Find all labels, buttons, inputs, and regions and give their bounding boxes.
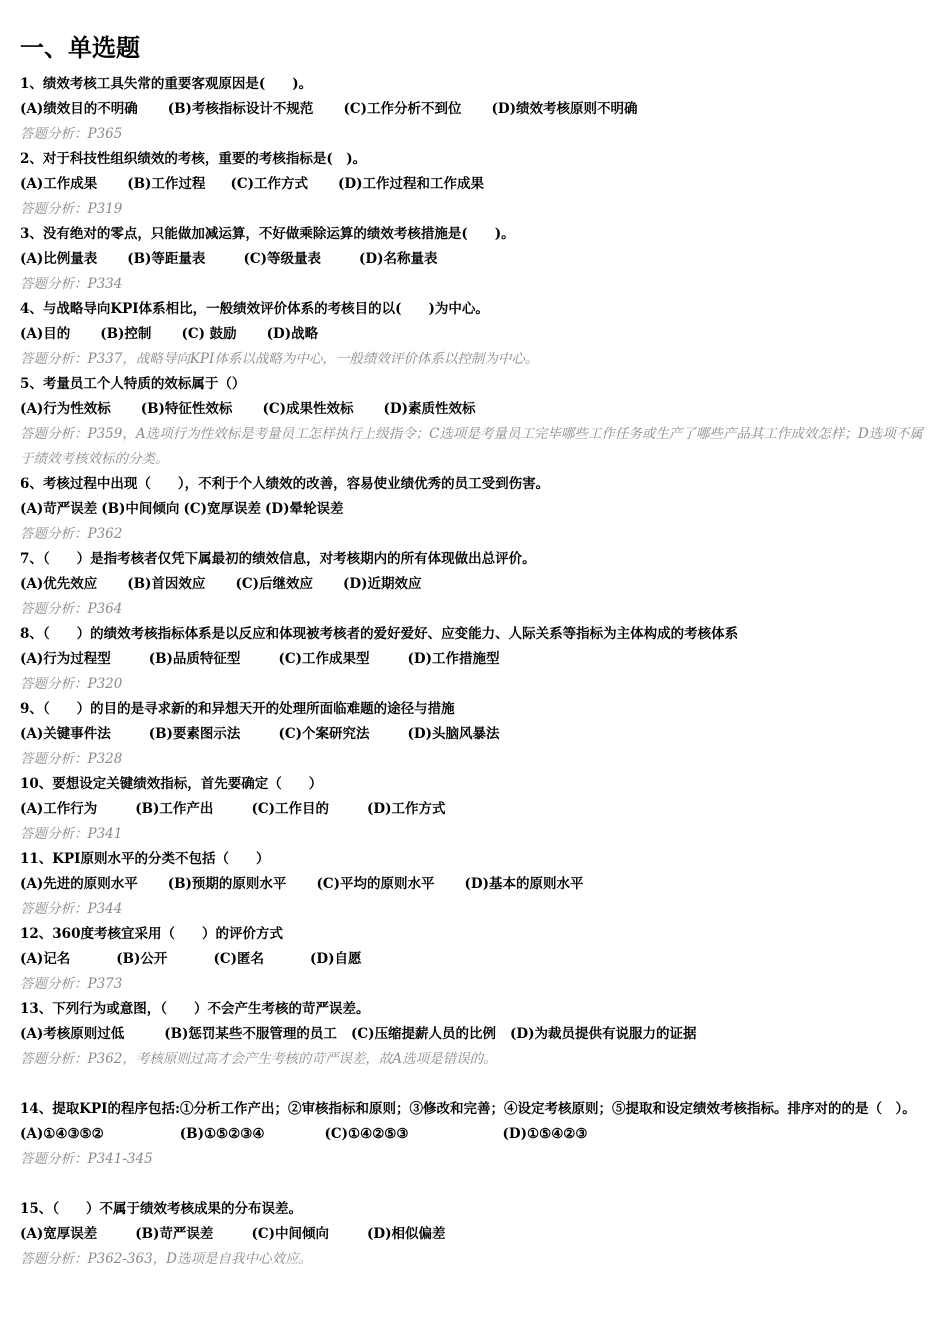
- option-b: (B)中间倾向: [101, 501, 180, 517]
- option-d: (D)基本的原则水平: [464, 876, 584, 892]
- option-row: [20, 947, 935, 972]
- question-stem: 8、（ ）的绩效考核指标体系是以反应和体现被考核者的爱好爱好、应变能力、人际关系等指标为主体构成的考核体系: [20, 626, 739, 642]
- option-b: (B)等距量表: [127, 251, 206, 267]
- option-a: (A)行为性效标: [20, 401, 111, 417]
- question-list: [20, 72, 935, 1272]
- question-item: [20, 372, 935, 472]
- option-a: (A)工作行为: [20, 801, 98, 817]
- option-c: (C)工作方式: [230, 176, 308, 192]
- question-stem: 5、考量员工个人特质的效标属于（）: [20, 376, 246, 392]
- option-c: (C)①④②⑤③: [324, 1126, 409, 1142]
- option-b: (B)首因效应: [127, 576, 206, 592]
- question-item: [20, 772, 935, 847]
- answer-analysis: 答题分析：P341-345: [20, 1151, 153, 1167]
- option-row: [20, 1222, 935, 1247]
- option-d: (D)近期效应: [342, 576, 422, 592]
- option-row: [20, 1022, 935, 1047]
- document-page: [20, 30, 935, 1272]
- option-a: (A)①④③⑤②: [20, 1126, 104, 1142]
- option-a: (A)先进的原则水平: [20, 876, 138, 892]
- option-row: [20, 722, 935, 747]
- option-b: (B)考核指标设计不规范: [167, 101, 314, 117]
- option-a: (A)宽厚误差: [20, 1226, 98, 1242]
- question-stem: 15、（ ）不属于绩效考核成果的分布误差。: [20, 1201, 303, 1217]
- answer-analysis: 答题分析：P362: [20, 526, 123, 542]
- option-b: (B)惩罚某些不服管理的员工: [164, 1026, 337, 1042]
- option-a: (A)比例量表: [20, 251, 98, 267]
- option-b: (B)苛严误差: [135, 1226, 214, 1242]
- option-b: (B)预期的原则水平: [167, 876, 287, 892]
- option-c: (C)匿名: [213, 951, 264, 967]
- answer-analysis: 答题分析：P341: [20, 826, 123, 842]
- option-a: (A)优先效应: [20, 576, 98, 592]
- answer-analysis: 答题分析：P362-363，D选项是自我中心效应。: [20, 1251, 313, 1267]
- question-item: [20, 72, 935, 147]
- option-b: (B)①⑤②③④: [179, 1126, 265, 1142]
- answer-analysis: 答题分析：P320: [20, 676, 123, 692]
- question-stem: 12、360度考核宜采用（ ）的评价方式: [20, 926, 283, 942]
- option-d: (D)为裁员提供有说服力的证据: [509, 1026, 697, 1042]
- option-row: [20, 172, 935, 197]
- answer-analysis: 答题分析：P319: [20, 201, 123, 217]
- answer-analysis: 答题分析：P364: [20, 601, 123, 617]
- option-c: (C)成果性效标: [262, 401, 354, 417]
- option-b: (B)工作过程: [127, 176, 206, 192]
- option-c: (C)后继效应: [235, 576, 313, 592]
- option-b: (B)品质特征型: [148, 651, 241, 667]
- section-title: 一、单选题: [20, 34, 140, 62]
- blank-line: [20, 1172, 935, 1197]
- question-stem: 6、考核过程中出现（ ），不利于个人绩效的改善，容易使业绩优秀的员工受到伤害。: [20, 476, 550, 492]
- option-c: (C)工作分析不到位: [343, 101, 462, 117]
- question-item: [20, 547, 935, 622]
- option-row: [20, 397, 935, 422]
- question-stem: 3、没有绝对的零点，只能做加减运算，不好做乘除运算的绩效考核措施是( )。: [20, 226, 515, 242]
- option-b: (B)公开: [116, 951, 168, 967]
- answer-analysis: 答题分析：P365: [20, 126, 123, 142]
- option-d: (D)工作方式: [366, 801, 446, 817]
- question-item: [20, 697, 935, 772]
- option-c: (C)工作成果型: [278, 651, 370, 667]
- option-c: (C)个案研究法: [278, 726, 370, 742]
- answer-analysis: 答题分析：P359，A选项行为性效标是考量员工怎样执行上级指令；C选项是考量员工完毕哪些工作任务或生产了哪些产品其工作成效怎样；D选项不属于绩效考核效标的分类。: [20, 426, 923, 467]
- option-c: (C)工作目的: [251, 801, 329, 817]
- option-a: (A)目的: [20, 326, 71, 342]
- question-item: [20, 622, 935, 697]
- option-row: [20, 797, 935, 822]
- question-item: [20, 147, 935, 222]
- option-row: [20, 497, 935, 522]
- answer-analysis: 答题分析：P344: [20, 901, 123, 917]
- answer-analysis: 答题分析：P373: [20, 976, 123, 992]
- question-stem: 1、绩效考核工具失常的重要客观原因是( )。: [20, 76, 313, 92]
- option-row: [20, 1122, 935, 1147]
- option-d: (D)工作过程和工作成果: [337, 176, 484, 192]
- option-a: (A)考核原则过低: [20, 1026, 125, 1042]
- option-b: (B)要素图示法: [148, 726, 241, 742]
- option-b: (B)特征性效标: [140, 401, 233, 417]
- option-a: (A)记名: [20, 951, 71, 967]
- option-b: (B)控制: [100, 326, 152, 342]
- question-item: [20, 997, 935, 1072]
- answer-analysis: 答题分析：P362，考核原则过高才会产生考核的苛严误差，故A选项是错误的。: [20, 1051, 497, 1067]
- option-a: (A)工作成果: [20, 176, 98, 192]
- question-stem: 7、（ ）是指考核者仅凭下属最初的绩效信息，对考核期内的所有体现做出总评价。: [20, 551, 536, 567]
- question-item: [20, 1197, 935, 1272]
- question-stem: 9、（ ）的目的是寻求新的和异想天开的处理所面临难题的途径与措施: [20, 701, 455, 717]
- option-row: [20, 97, 935, 122]
- question-item: [20, 847, 935, 922]
- option-c: (C)等级量表: [243, 251, 321, 267]
- option-d: (D)战略: [266, 326, 319, 342]
- option-d: (D)头脑风暴法: [407, 726, 500, 742]
- option-a: (A)关键事件法: [20, 726, 111, 742]
- option-d: (D)工作措施型: [407, 651, 500, 667]
- option-c: (C)宽厚误差: [183, 501, 261, 517]
- option-a: (A)行为过程型: [20, 651, 111, 667]
- question-stem: 2、对于科技性组织绩效的考核，重要的考核指标是( )。: [20, 151, 367, 167]
- option-a: (A)绩效目的不明确: [20, 101, 138, 117]
- option-d: (D)素质性效标: [383, 401, 476, 417]
- option-d: (D)自愿: [309, 951, 362, 967]
- option-b: (B)工作产出: [135, 801, 214, 817]
- answer-analysis: 答题分析：P334: [20, 276, 123, 292]
- question-stem: 4、与战略导向KPI体系相比，一般绩效评价体系的考核目的以( )为中心。: [20, 301, 489, 317]
- option-d: (D)晕轮误差: [264, 501, 344, 517]
- question-item: [20, 922, 935, 997]
- question-item: [20, 472, 935, 547]
- question-stem: 11、KPI原则水平的分类不包括（ ）: [20, 851, 270, 867]
- question-stem: 13、下列行为或意图，（ ）不会产生考核的苛严误差。: [20, 1001, 370, 1017]
- answer-analysis: 答题分析：P337，战略导向KPI体系以战略为中心，一般绩效评价体系以控制为中心。: [20, 351, 539, 367]
- option-a: (A)苛严误差: [20, 501, 98, 517]
- option-c: (C)中间倾向: [251, 1226, 329, 1242]
- option-row: [20, 247, 935, 272]
- option-row: [20, 647, 935, 672]
- question-item: [20, 222, 935, 297]
- question-item: [20, 297, 935, 372]
- option-d: (D)名称量表: [358, 251, 438, 267]
- option-d: (D)①⑤④②③: [502, 1126, 588, 1142]
- option-d: (D)相似偏差: [366, 1226, 446, 1242]
- answer-analysis: 答题分析：P328: [20, 751, 123, 767]
- option-row: [20, 322, 935, 347]
- option-row: [20, 572, 935, 597]
- question-stem: 10、要想设定关键绩效指标，首先要确定（ ）: [20, 776, 323, 792]
- option-d: (D)绩效考核原则不明确: [491, 101, 638, 117]
- option-c: (C) 鼓励: [181, 326, 237, 342]
- question-stem: 14、提取KPI的程序包括:①分析工作产出；②审核指标和原则；③修改和完善；④设定考核原则；⑤提取和设定绩效考核指标。排序对的的是（ ）。: [20, 1101, 916, 1117]
- blank-line: [20, 1072, 935, 1097]
- question-item: [20, 1097, 935, 1172]
- option-c: (C)平均的原则水平: [316, 876, 435, 892]
- option-row: [20, 872, 935, 897]
- option-c: (C)压缩提薪人员的比例: [350, 1026, 496, 1042]
